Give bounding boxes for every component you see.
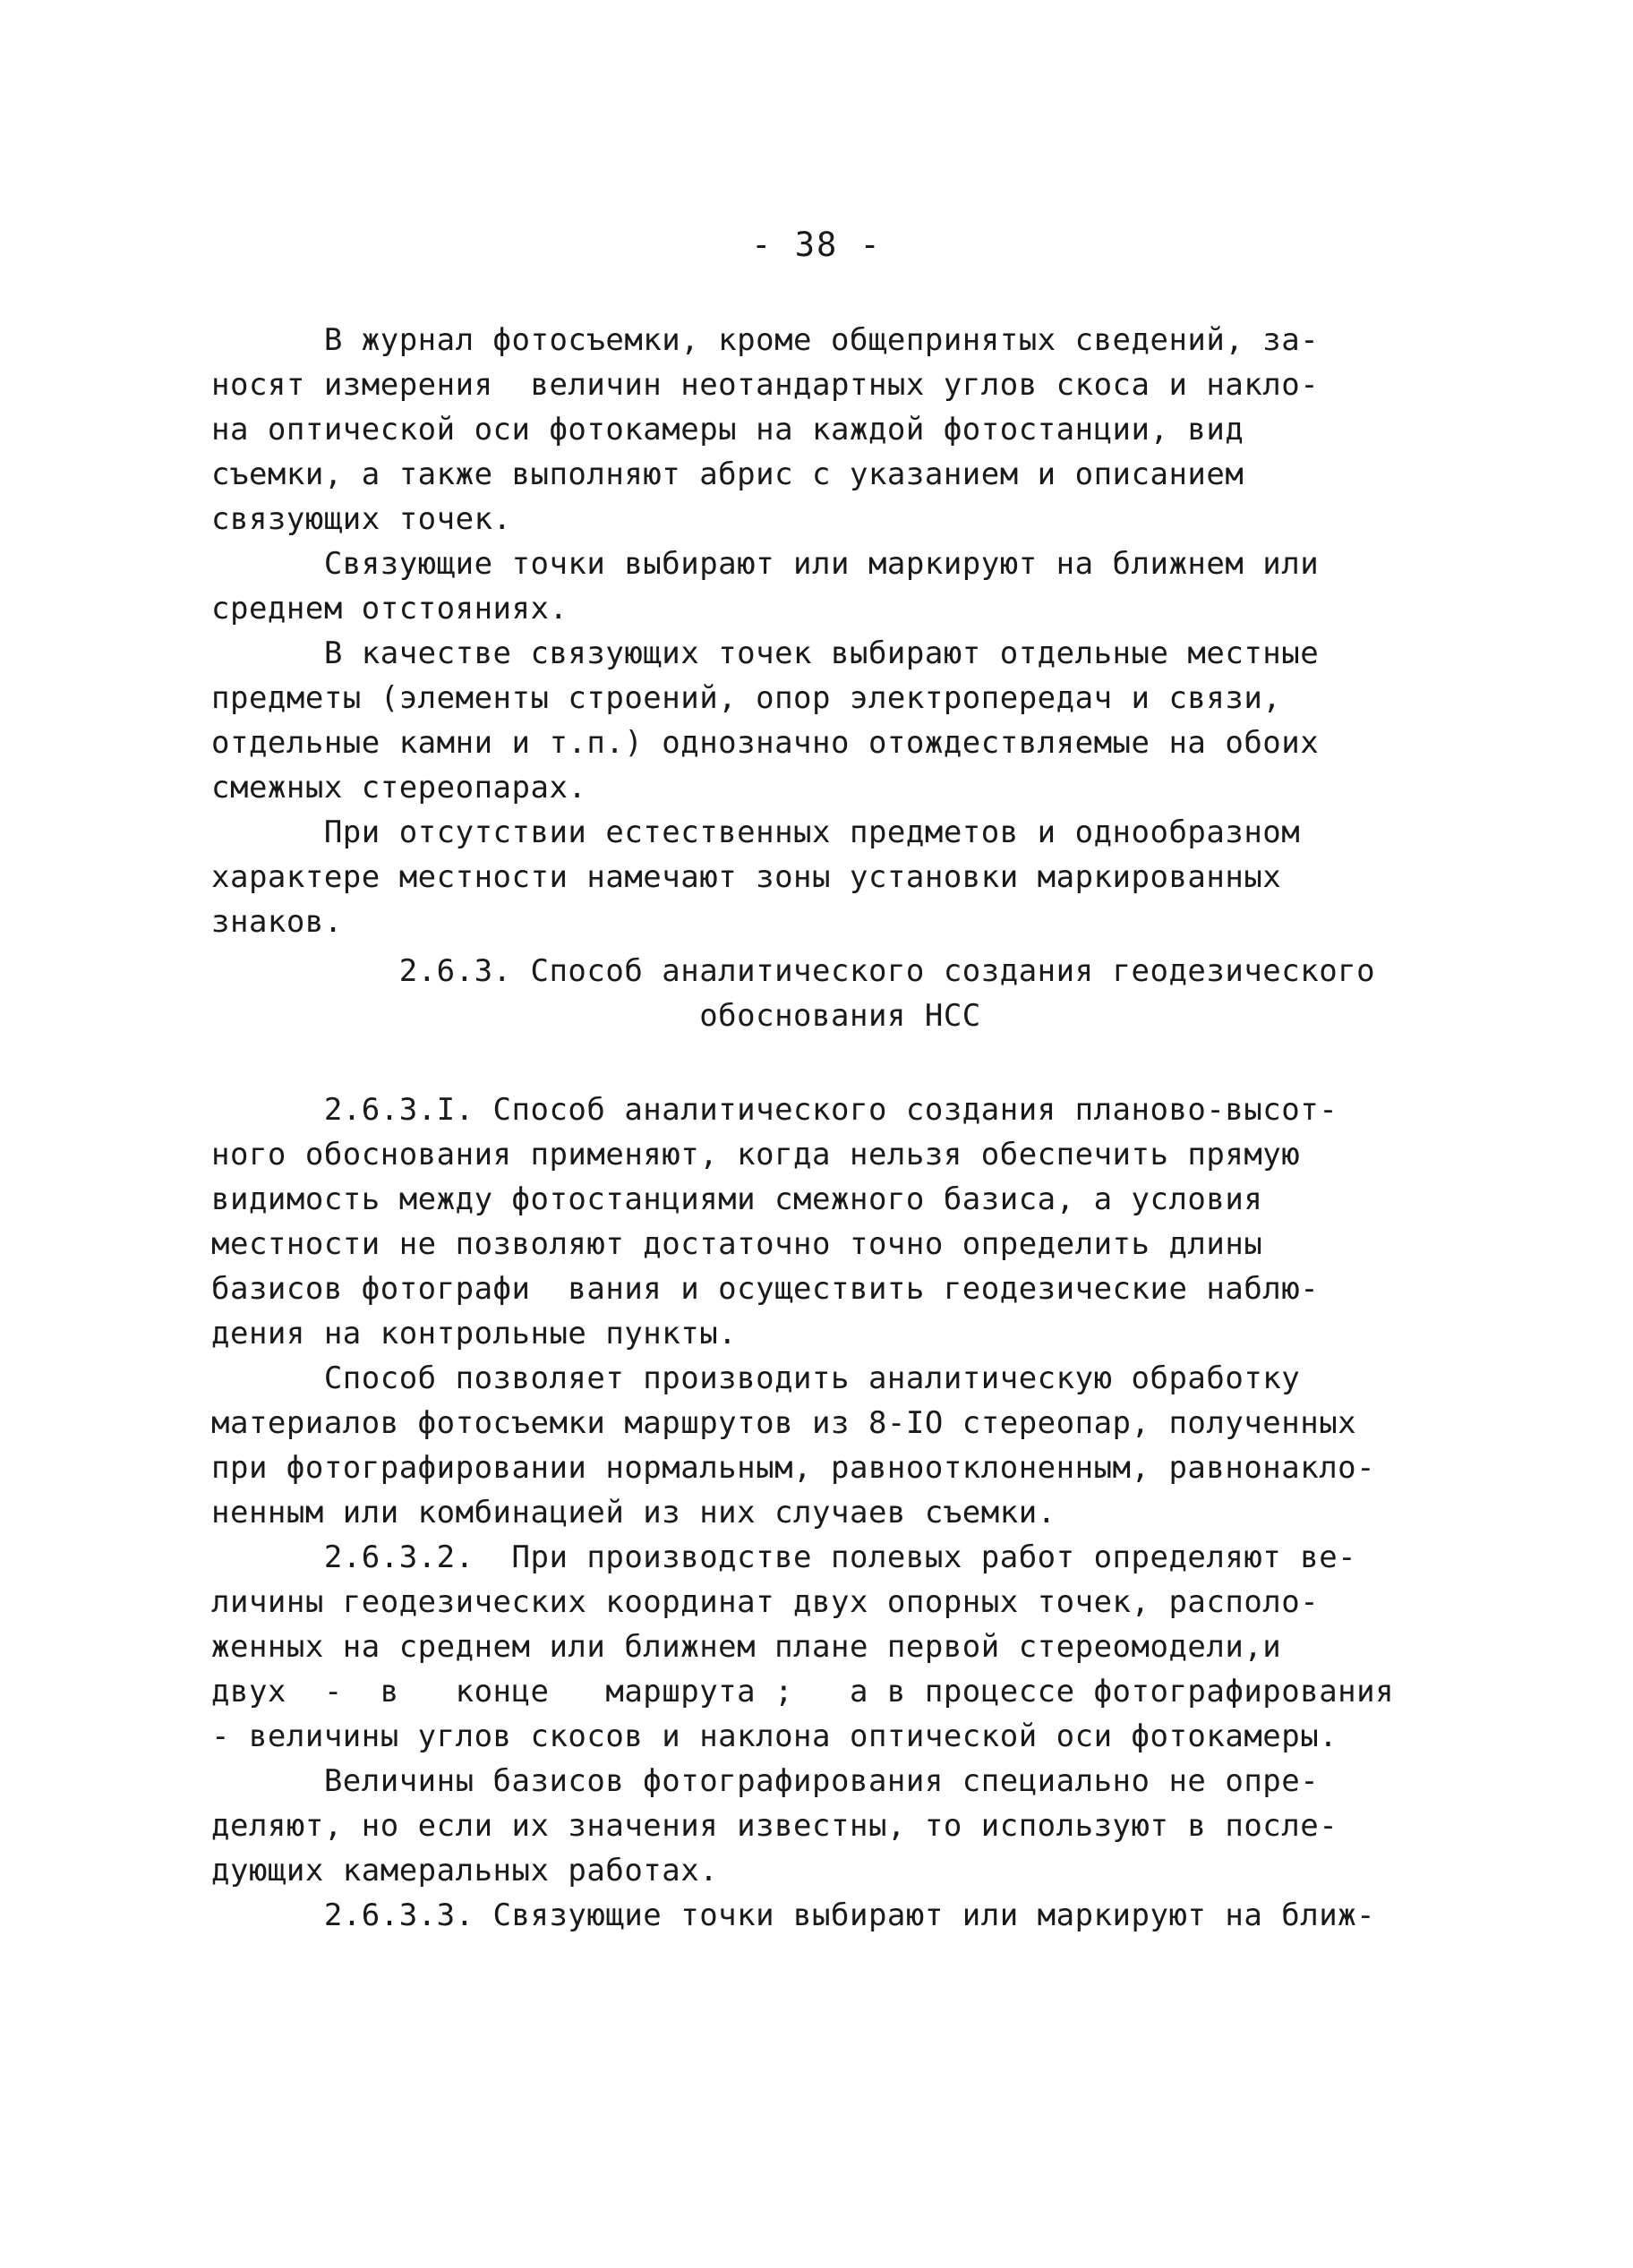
text-line: В качестве связующих точек выбирают отдельные местные (211, 635, 1320, 671)
text-line: при фотографировании нормальным, равноотклоненным, равнонакло- (211, 1450, 1376, 1486)
text-line: среднем отстояниях. (211, 591, 569, 627)
text-line: на оптической оси фотокамеры на каждой фотостанции, вид (211, 412, 1244, 448)
section-heading: 2.6.3. Способ аналитического создания геодезического (211, 953, 1376, 989)
text-line: ненным или комбинацией из них случаев съемки. (211, 1495, 1056, 1530)
text-line: двух - в конце маршрута ; а в процессе фотографирования (211, 1674, 1395, 1710)
text-line: дующих камеральных работах. (211, 1853, 719, 1889)
text-line: смежных стереопарах. (211, 770, 587, 806)
text-line: 2.6.3.2. При производстве полевых работ определяют ве- (211, 1539, 1357, 1575)
text-line: В журнал фотосъемки, кроме общепринятых сведений, за- (211, 322, 1320, 358)
text-line: дения на контрольные пункты. (211, 1316, 738, 1351)
text-line: связующих точек. (211, 501, 512, 537)
text-line: местности не позволяют достаточно точно определить длины (211, 1226, 1263, 1262)
section-heading: обоснования НСС (211, 998, 981, 1034)
text-line: съемки, а также выполняют абрис с указанием и описанием (211, 456, 1244, 492)
text-line: 2.6.3.3. Связующие точки выбирают или маркируют на ближ- (211, 1897, 1376, 1933)
text-line: женных на среднем или ближнем плане первой стереомодели,и (211, 1629, 1282, 1665)
text-line: Величины базисов фотографирования специально не опре- (211, 1763, 1320, 1799)
text-line: видимость между фотостанциями смежного базиса, а условия (211, 1181, 1263, 1217)
text-line: личины геодезических координат двух опорных точек, располо- (211, 1584, 1320, 1620)
text-line: предметы (элементы строений, опор электропередач и связи, (211, 680, 1282, 716)
page-number: - 38 - (751, 226, 882, 264)
text-line: Связующие точки выбирают или маркируют на ближнем или (211, 546, 1320, 582)
text-line: деляют, но если их значения известны, то используют в после- (211, 1808, 1338, 1844)
text-line: - величины углов скосов и наклона оптической оси фотокамеры. (211, 1718, 1338, 1754)
text-line: Способ позволяет производить аналитическую обработку (211, 1360, 1301, 1396)
text-line: носят измерения величин неотандартных углов скоса и накло- (211, 367, 1320, 403)
text-line: При отсутствии естественных предметов и однообразном (211, 814, 1301, 850)
text-line: характере местности намечают зоны установки маркированных (211, 859, 1282, 895)
text-line: знаков. (211, 904, 343, 940)
text-line: отдельные камни и т.п.) однозначно отождествляемые на обоих (211, 725, 1320, 761)
text-line: 2.6.3.I. Способ аналитического создания планово-высот- (211, 1092, 1338, 1128)
text-line: базисов фотографи вания и осуществить геодезические наблю- (211, 1271, 1320, 1307)
text-line: ного обоснования применяют, когда нельзя обеспечить прямую (211, 1137, 1301, 1172)
text-line: материалов фотосъемки маршрутов из 8-IO стереопар, полученных (211, 1405, 1357, 1441)
